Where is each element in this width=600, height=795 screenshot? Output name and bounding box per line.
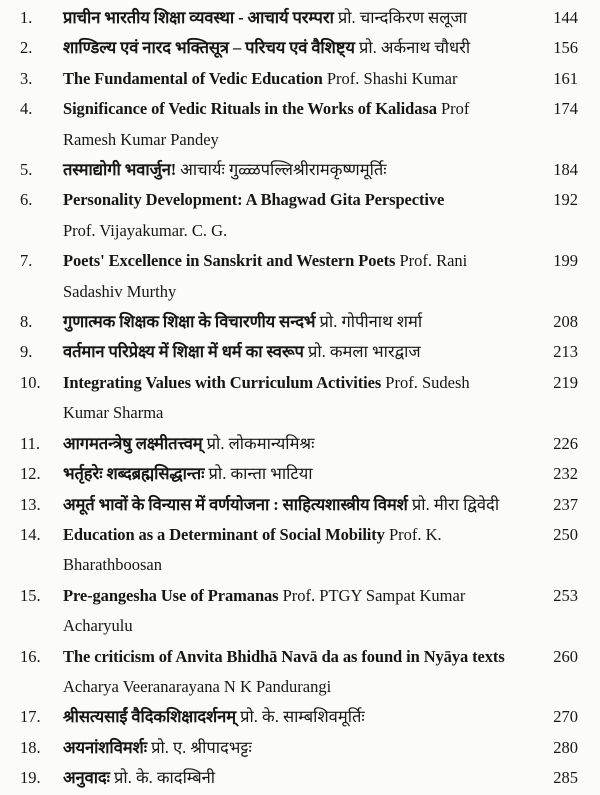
entry-page-number: 280 (553, 737, 578, 757)
entry-page-number: 253 (553, 585, 578, 605)
entry-author: प्रो. कमला भारद्वाज (307, 342, 421, 362)
entry-author-line2: Acharya Veeranarayana N K Pandurangi (63, 676, 332, 696)
entry-title: शाण्डिल्य एवं नारद भक्तिसूत्र – परिचय एवं वैशिष्ट्य (63, 38, 355, 58)
entry-number: 18. (20, 737, 41, 757)
entry-author: प्रो. कान्ता भाटिया (208, 464, 313, 484)
entry-page-number: 192 (553, 190, 578, 210)
entry-number: 9. (20, 342, 33, 362)
entry-page-number: 161 (553, 68, 578, 88)
entry-title: Poets' Excellence in Sanskrit and Western Poets (63, 251, 396, 271)
toc-entry (20, 155, 578, 185)
entry-number: 12. (20, 464, 41, 484)
entry-number: 3. (20, 68, 33, 88)
entry-title-cell (63, 94, 536, 155)
entry-number: 7. (20, 251, 33, 271)
entry-number: 4. (20, 99, 33, 119)
toc-entry (20, 702, 578, 732)
entry-author: प्रो. ए. श्रीपादभट्टः (151, 737, 252, 757)
entry-title-cell (63, 490, 536, 520)
entry-title: Pre-gangesha Use of Pramanas (63, 585, 279, 605)
entry-number: 19. (20, 768, 41, 788)
entry-title-cell (63, 642, 536, 703)
entry-title: गुणात्मक शिक्षक शिक्षा के विचारणीय सन्दर्भ (63, 312, 316, 332)
entry-page-number: 232 (553, 464, 578, 484)
entry-title: प्राचीन भारतीय शिक्षा व्यवस्था - आचार्य परम्परा (63, 8, 334, 27)
entry-title-cell (63, 64, 536, 94)
entry-title-cell (63, 337, 536, 367)
entry-author: Prof. K. (388, 524, 442, 544)
entry-page-number: 174 (553, 99, 578, 119)
entry-number: 14. (20, 524, 41, 544)
entry-title: वर्तमान परिप्रेक्ष्य में शिक्षा में धर्म का स्वरूप (63, 342, 304, 362)
entry-title: Integrating Values with Curriculum Activities (63, 372, 382, 392)
entry-author: आचार्यः गुळ्ळपल्लिश्रीरामकृष्णमूर्तिः (180, 160, 387, 180)
entry-author: Prof. Sudesh (385, 372, 470, 392)
entry-author: Prof. Shashi Kumar (326, 68, 458, 88)
toc-entry (20, 459, 578, 489)
entry-number: 10. (20, 372, 41, 392)
entry-author: प्रो. के. साम्बशिवमूर्तिः (240, 707, 365, 727)
toc-entry (20, 246, 578, 307)
toc-list (20, 3, 578, 794)
entry-author: प्रो. लोकमान्यमिश्रः (206, 433, 315, 453)
entry-page-number: 213 (553, 342, 578, 362)
toc-entry (20, 185, 578, 246)
entry-title-cell (63, 733, 536, 763)
entry-number: 8. (20, 312, 33, 332)
entry-title: अमूर्त भावों के विन्यास में वर्णयोजना : साहित्यशास्त्रीय विमर्श (63, 494, 408, 514)
entry-title-cell (63, 185, 536, 246)
entry-title-cell (63, 520, 536, 581)
entry-title-cell (63, 246, 536, 307)
toc-entry (20, 64, 578, 94)
entry-page-number: 144 (553, 8, 578, 27)
toc-entry (20, 368, 578, 429)
entry-page-number: 260 (553, 646, 578, 666)
entry-title: Education as a Determinant of Social Mobility (63, 524, 385, 544)
entry-author: प्रो. चान्दकिरण सलूजा (337, 8, 468, 27)
entry-author: Prof. Rani (399, 251, 468, 271)
entry-title: Significance of Vedic Rituals in the Works of Kalidasa (63, 99, 437, 119)
entry-number: 5. (20, 160, 33, 180)
entry-title-cell (63, 459, 536, 489)
entry-title: अयनांशविमर्शः (63, 737, 147, 757)
entry-author-line2: Bharathboosan (63, 555, 162, 575)
entry-title-cell (63, 581, 536, 642)
entry-number: 16. (20, 646, 41, 666)
entry-author: प्रो. गोपीनाथ शर्मा (319, 312, 423, 332)
entry-title-cell (63, 33, 536, 63)
entry-author-line2: Prof. Vijayakumar. C. G. (63, 220, 228, 240)
toc-entry (20, 642, 578, 703)
entry-title: अनुवादः (63, 768, 110, 788)
entry-title: तस्माद्योगी भवार्जुन! (63, 160, 177, 180)
entry-author: प्रो. अर्कनाथ चौधरी (358, 38, 471, 58)
entry-author: Prof. PTGY Sampat Kumar (282, 585, 466, 605)
entry-number: 2. (20, 38, 33, 58)
toc-entry (20, 307, 578, 337)
entry-title: The Fundamental of Vedic Education (63, 68, 323, 88)
toc-entry (20, 33, 578, 63)
entry-page-number: 237 (553, 494, 578, 514)
toc-entry (20, 429, 578, 459)
entry-number: 6. (20, 190, 33, 210)
entry-title-cell (63, 429, 536, 459)
entry-author: प्रो. के. कादम्बिनी (114, 768, 216, 788)
entry-number: 17. (20, 707, 41, 727)
entry-title-cell (63, 3, 536, 33)
toc-entry (20, 520, 578, 581)
entry-author-line2: Kumar Sharma (63, 403, 164, 423)
entry-author: प्रो. मीरा द्विवेदी (411, 494, 500, 514)
entry-author: Prof (440, 99, 470, 119)
entry-author-line2: Sadashiv Murthy (63, 281, 177, 301)
entry-number: 13. (20, 494, 41, 514)
entry-number: 11. (20, 433, 41, 453)
toc-entry (20, 3, 578, 33)
entry-title: आगमतन्त्रेषु लक्ष्मीतत्त्वम् (63, 433, 203, 453)
entry-page-number: 156 (553, 38, 578, 58)
toc-entry (20, 490, 578, 520)
entry-title-cell (63, 307, 536, 337)
entry-title: The criticism of Anvita Bhidhā Navā da as found in Nyāya texts (63, 646, 505, 666)
entry-title-cell (63, 702, 536, 732)
entry-author-line2: Acharyulu (63, 616, 133, 636)
entry-page-number: 226 (553, 433, 578, 453)
toc-entry (20, 337, 578, 367)
entry-page-number: 250 (553, 524, 578, 544)
entry-number: 1. (20, 8, 33, 27)
entry-title: भर्तृहरेः शब्दब्रह्मसिद्धान्तः (63, 464, 205, 484)
entry-title: श्रीसत्यसाईं वैदिकशिक्षादर्शनम् (63, 707, 237, 727)
toc-entry (20, 733, 578, 763)
entry-number: 15. (20, 585, 41, 605)
entry-title-cell (63, 155, 536, 185)
entry-title-cell (63, 763, 536, 793)
toc-entry (20, 763, 578, 793)
entry-page-number: 285 (553, 768, 578, 788)
entry-page-number: 270 (553, 707, 578, 727)
toc-entry (20, 94, 578, 155)
entry-title-cell (63, 368, 536, 429)
entry-page-number: 184 (553, 160, 578, 180)
entry-page-number: 199 (553, 251, 578, 271)
entry-page-number: 219 (553, 372, 578, 392)
entry-page-number: 208 (553, 312, 578, 332)
toc-entry (20, 581, 578, 642)
entry-title: Personality Development: A Bhagwad Gita Perspective (63, 190, 445, 210)
entry-author-line2: Ramesh Kumar Pandey (63, 129, 219, 149)
